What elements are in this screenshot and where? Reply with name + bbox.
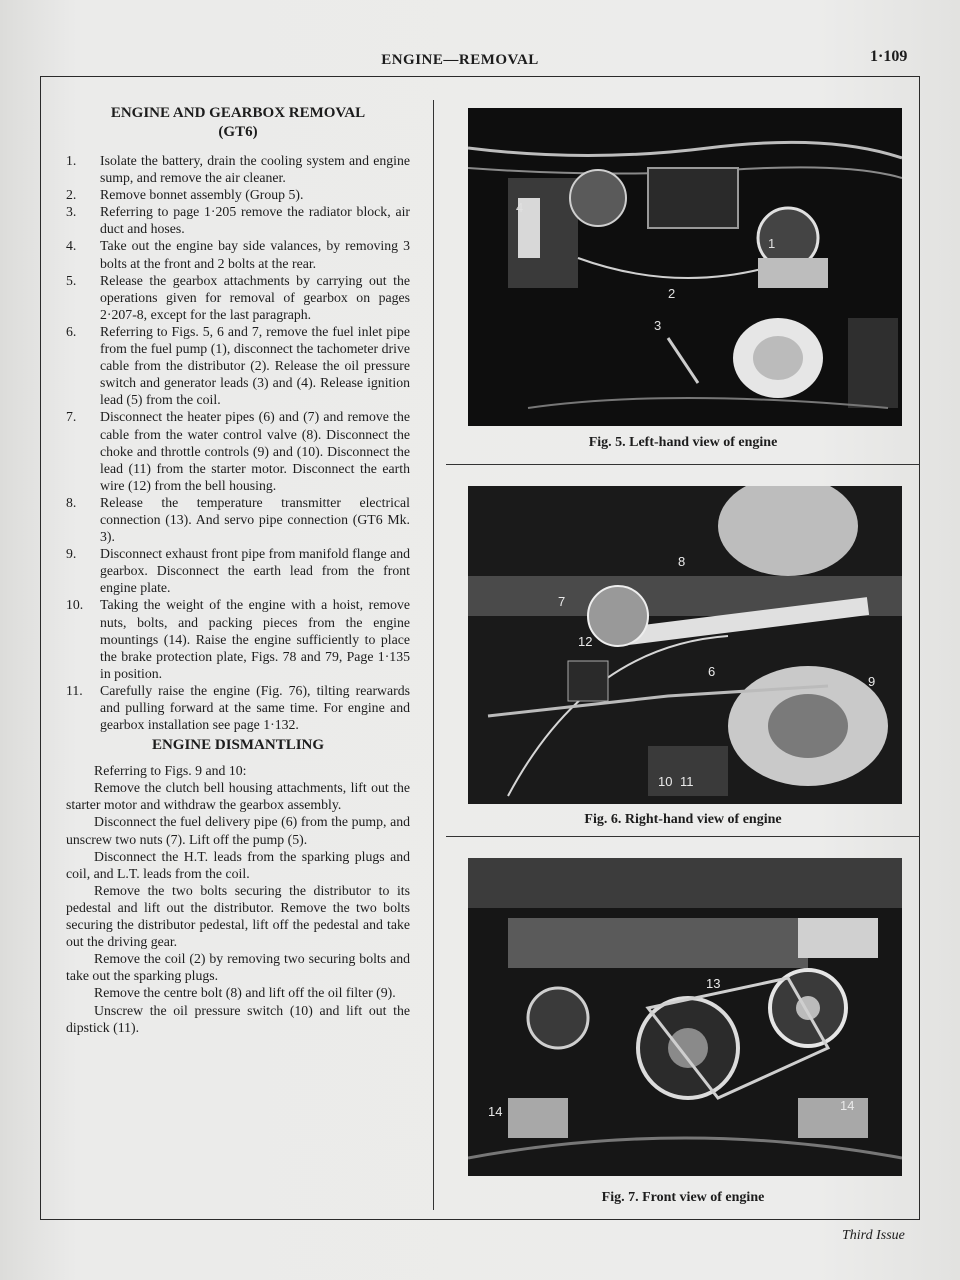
step-number: 4. (66, 238, 77, 254)
step-number: 5. (66, 272, 77, 288)
list-item (66, 237, 410, 271)
figure-6-photo (468, 486, 902, 804)
dismantling-paragraph: Disconnect the H.T. leads from the sparking plugs and coil, and L.T. leads from the coil. (66, 848, 410, 881)
callout-label: 1 (768, 236, 776, 251)
step-text: Release the temperature transmitter electrical connection (13). And servo pipe connection (GT6 Mk. 3). (100, 494, 410, 545)
step-number: 9. (66, 546, 77, 562)
callout-label: 14 (840, 1098, 855, 1113)
dismantling-title: ENGINE DISMANTLING (151, 737, 325, 754)
callout-label: 9 (868, 674, 876, 689)
dismantling-paragraph: Remove the clutch bell housing attachments, lift out the starter motor and withdraw the gearbox assembly. (66, 780, 410, 813)
list-item (66, 408, 410, 493)
list-item (66, 152, 410, 186)
running-head: ENGINE—REMOVAL (381, 52, 539, 68)
step-number: 3. (66, 204, 77, 220)
step-number: 8. (66, 494, 77, 510)
callout-label: 2 (668, 286, 676, 301)
callout-label: 4 (516, 200, 524, 215)
list-item (66, 682, 410, 733)
step-number: 2. (66, 187, 77, 203)
step-text: Release the gearbox attachments by carrying out the operations given for removal of gearbox on pages 2·207-8, except for the last paragraph. (100, 272, 410, 322)
step-number: 6. (66, 323, 77, 339)
dismantling-paragraph: Remove the coil (2) by removing two securing bolts and take out the sparking plugs. (66, 951, 410, 984)
step-text: Taking the weight of the engine with a hoist, remove nuts, bolts, and packing pieces from the engine mountings (14). Raise the engine sufficiently to place the brake protection plate, Figs. 78 and 79, Page 1·135 in position. (100, 597, 410, 681)
page-number: 1·109 (870, 48, 908, 65)
list-item (66, 323, 410, 408)
list-item (66, 203, 410, 237)
step-text: Disconnect exhaust front pipe from manifold flange and gearbox. Disconnect the earth lead from the front engine plate. (100, 546, 410, 596)
callout-label: 11 (680, 774, 694, 789)
removal-subtitle: (GT6) (218, 124, 258, 140)
list-item (66, 494, 410, 545)
list-item (66, 545, 410, 596)
step-text: Isolate the battery, drain the cooling system and engine sump, and remove the air cleaner. (100, 153, 410, 186)
figure-6-caption: Fig. 6. Right-hand view of engine (584, 812, 782, 827)
step-text: Carefully raise the engine (Fig. 76), tilting rearwards and pulling forward at the same time. For engine and gearbox installation see page 1·132. (100, 682, 410, 733)
callout-label: 10 (658, 774, 673, 789)
callout-label: 7 (558, 594, 566, 609)
list-item (66, 272, 410, 323)
callout-label: 8 (678, 554, 686, 569)
figure-7-caption: Fig. 7. Front view of engine (601, 1190, 765, 1205)
step-number: 11. (66, 682, 83, 698)
step-text: Remove bonnet assembly (Group 5). (100, 187, 304, 203)
figure-6 (446, 482, 920, 837)
list-item (66, 596, 410, 681)
figure-divider (446, 836, 920, 837)
step-number: 1. (66, 153, 77, 168)
callout-label: 6 (708, 664, 716, 679)
dismantling-paragraph: Unscrew the oil pressure switch (10) and lift out the dipstick (11). (66, 1002, 410, 1035)
callout-label: 14 (488, 1104, 503, 1119)
issue-note: Third Issue (842, 1228, 905, 1243)
callout-label: 12 (578, 634, 593, 649)
figure-7-photo (468, 858, 902, 1176)
figure-5-photo (468, 108, 902, 426)
text-column (66, 104, 410, 1036)
step-text: Disconnect the heater pipes (6) and (7) and remove the cable from the water control valve (8). Disconnect the choke and throttle controls (9) and (10). Disconnect the lead (11) from the starter motor. Disconnect the earth wire (12) from the bell housing. (100, 409, 410, 493)
step-text: Referring to page 1·205 remove the radiator block, air duct and hoses. (100, 204, 410, 237)
dismantling-paragraph: Disconnect the fuel delivery pipe (6) from the pump, and unscrew two nuts (7). Lift off the pump (5). (66, 814, 410, 847)
step-number: 10. (66, 597, 84, 613)
column-divider (433, 100, 434, 1210)
removal-steps (66, 152, 410, 733)
step-number: 7. (66, 409, 77, 425)
callout-label: 13 (706, 976, 721, 991)
figure-5-caption: Fig. 5. Left-hand view of engine (588, 435, 778, 450)
callout-label: 3 (654, 318, 662, 333)
figure-divider (446, 464, 920, 465)
list-item (66, 186, 410, 203)
figure-7 (446, 852, 920, 1222)
dismantling-paragraph: Remove the two bolts securing the distributor to its pedestal and lift out the distributor. Remove the two bolts securing the distributor pedestal, lift off the pedestal and take out the driving gear. (66, 882, 410, 950)
removal-title: ENGINE AND GEARBOX REMOVAL (110, 105, 366, 121)
dismantling-paragraph: Remove the centre bolt (8) and lift off the oil filter (9). (94, 985, 396, 1001)
figure-5 (446, 100, 920, 465)
step-text: Referring to Figs. 5, 6 and 7, remove the fuel inlet pipe from the fuel pump (1), disconnect the tachometer drive cable from the distributor (2). Release the oil pressure switch and generator leads (3) and (4). Release ignition lead (5) from the coil. (100, 323, 410, 408)
step-text: Take out the engine bay side valances, by removing 3 bolts at the front and 2 bolts at the rear. (100, 238, 410, 271)
dismantling-paragraph: Referring to Figs. 9 and 10: (94, 763, 247, 779)
